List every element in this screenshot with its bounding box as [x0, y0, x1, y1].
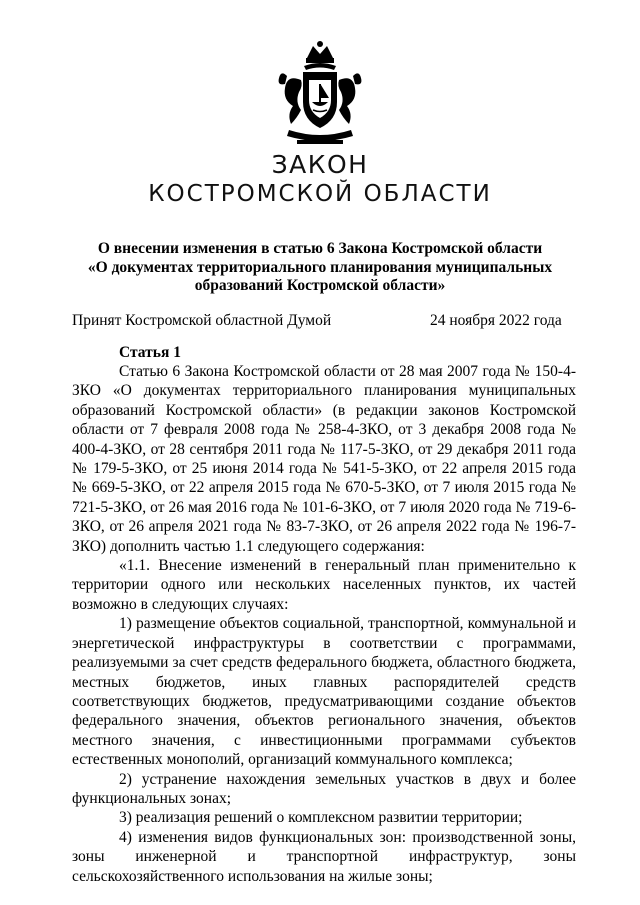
list-item: 1) размещение объектов социальной, транспортной, коммунальной и энергетической инфраструктуры в соответствии с программами, реализуемыми за счет средств федерального бюджета, областного бюджета, местных бюджетов, иных главных распорядителей средств соответствующих бюджетов, предусматривающими создание объектов федерального значения, объектов регионального значения, объектов местного значения, с инвестиционными программами субъектов естественных монополий, организаций коммунального комплекса;: [72, 615, 576, 769]
law-subject: [70, 240, 570, 296]
article-intro-paragraph: Статью 6 Закона Костромской области от 28 мая 2007 года № 150-4-ЗКО «О документах территориального планирования муниципальных образований Костромской области» (в редакции законов Костромской области от 7 февраля 2008 года № 258-4-ЗКО, от 3 декабря 2008 года № 400-4-ЗКО, от 28 сентября 2011 года № 117-5-ЗКО, от 29 декабря 2011 года № 179-5-ЗКО, от 25 июня 2014 года № 541-5-ЗКО, от 22 апреля 2015 года № 669-5-ЗКО, от 22 апреля 2015 года № 670-5-ЗКО, от 7 июля 2015 года № 721-5-ЗКО, от 26 мая 2016 года № 101-6-ЗКО, от 7 июля 2020 года № 719-6-ЗКО, от 26 апреля 2021 года № 83-7-ЗКО, от 26 апреля 2022 года № 196-7-ЗКО) дополнить частью 1.1 следующего содержания:: [72, 363, 576, 555]
region-title: КОСТРОМСКОЙ ОБЛАСТИ: [148, 181, 492, 207]
subject-line: О внесении изменения в статью 6 Закона Костромской области: [97, 240, 543, 257]
article-heading: Статья 1: [119, 344, 181, 361]
adopted-by: Принят Костромской областной Думой: [72, 312, 332, 329]
list-item: 4) изменения видов функциональных зон: производственной зоны, зоны инженерной и транспортной инфраструктур, зоны сельскохозяйственного использования на жилые зоны;: [72, 828, 576, 885]
coat-of-arms-icon: [269, 40, 371, 150]
list-item: 3) реализация решений о комплексном развитии территории;: [119, 809, 523, 827]
part-1-1-paragraph: «1.1. Внесение изменений в генеральный план применительно к территории одного или нескольких населенных пунктов, их частей возможно в следующих случаях:: [72, 557, 576, 613]
subject-line: «О документах территориального планирования муниципальных: [87, 258, 553, 276]
law-title: ЗАКОН: [271, 150, 369, 179]
adopted-date: 24 ноября 2022 года: [430, 312, 562, 329]
list-item: 2) устранение нахождения земельных участков в двух и более функциональных зонах;: [72, 770, 576, 807]
subject-line: образований Костромской области»: [194, 277, 446, 294]
article-body: [72, 362, 576, 886]
